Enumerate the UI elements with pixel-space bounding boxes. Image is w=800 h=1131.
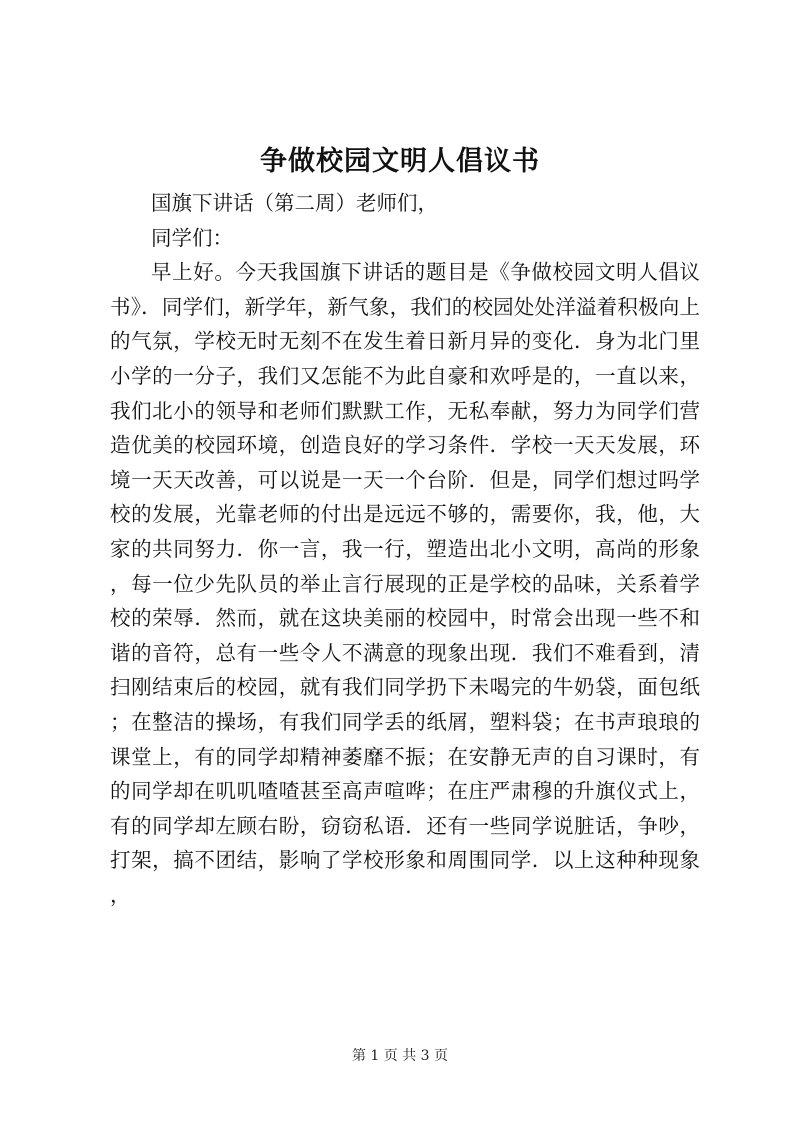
- page-footer: 第 1 页 共 3 页: [351, 1048, 449, 1064]
- body-paragraph: 早上好。今天我国旗下讲话的题目是《争做校园文明人倡议书》．同学们，新学年，新气象，我们的校园处处洋溢着积极向上的气氛，学校无时无刻不在发生着日新月异的变化．身为北门里小学的一分子，我们又怎能不为此自豪和欢呼是的，一直以来，我们北小的领导和老师们默默工作，无私奉献，努力为同学们营造优美的校园环境，创造良好的学习条件．学校一天天发展，环境一天天改善，可以说是一天一个台阶．但是，同学们想过吗学校的发展，光靠老师的付出是远远不够的，需要你，我，他，大家的共同努力．你一言，我一行，塑造出北小文明，高尚的形象，每一位少先队员的举止言行展现的正是学校的品味，关系着学校的荣辱．然而，就在这块美丽的校园中，时常会出现一些不和谐的音符，总有一些令人不满意的现象出现．我们不难看到，清扫刚结束后的校园，就有我们同学扔下未喝完的牛奶袋，面包纸；在整洁的操场，有我们同学丢的纸屑，塑料袋；在书声琅琅的课堂上，有的同学却精神萎靡不振；在安静无声的自习课时，有的同学却在叽叽喳喳甚至高声喧哗；在庄严肃穆的升旗仪式上，有的同学却左顾右盼，窃窃私语．还有一些同学说脏话，争吵，打架，搞不团结，影响了学校形象和周围同学．以上这种种现象，: [110, 260, 700, 907]
- salutation-line: 国旗下讲话（第二周）老师们，: [151, 191, 438, 215]
- document-title: 争做校园文明人倡议书: [260, 146, 540, 177]
- greeting-line: 同学们：: [151, 225, 233, 250]
- document-body: [110, 186, 700, 912]
